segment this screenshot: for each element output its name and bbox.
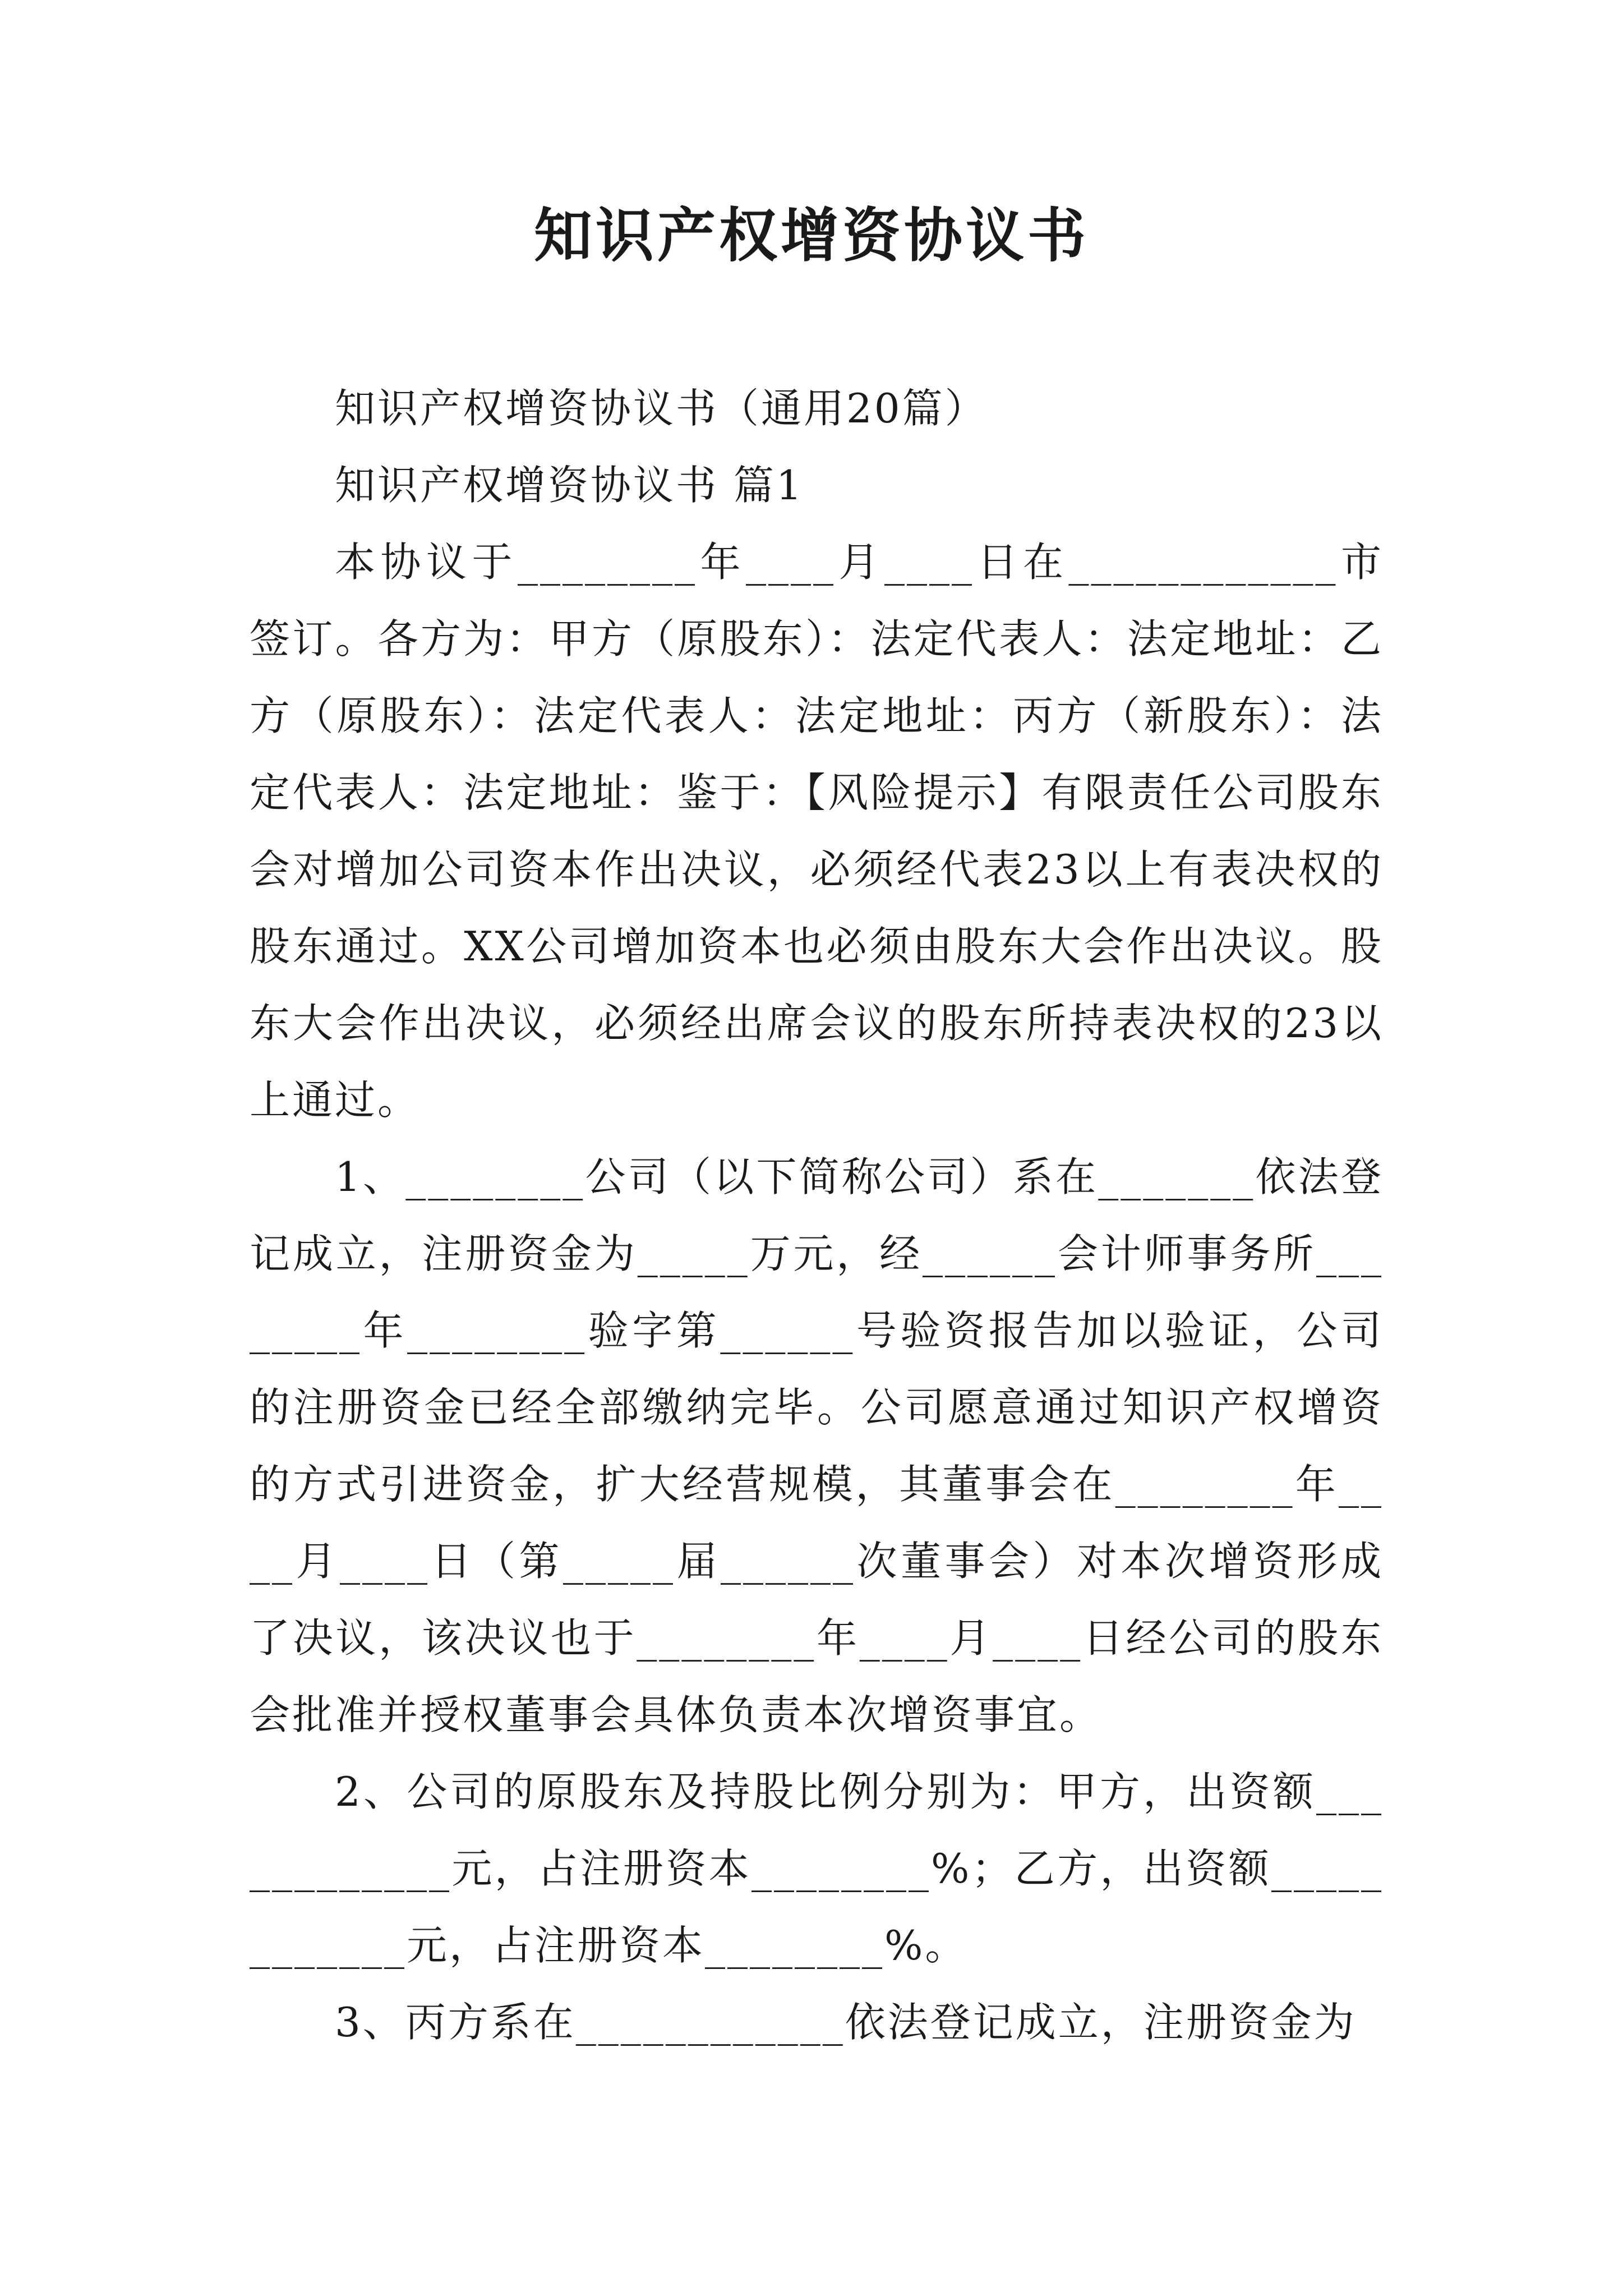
document-body	[250, 370, 1384, 2061]
section-heading: 知识产权增资协议书 篇1	[335, 462, 804, 509]
paragraph-intro: 本协议于________年____月____日在____________市签订。各方为：甲方（原股东）：法定代表人：法定地址：乙方（原股东）：法定代表人：法定地址：丙方（新股东）：法定代表人：法定地址：鉴于：【风险提示】有限责任公司股东会对增加公司资本作出决议，必须经代表23以上有表决权的股东通过。XX公司增加资本也必须由股东大会作出决议。股东大会作出决议，必须经出席会议的股东所持表决权的23以上通过。	[250, 539, 1384, 1124]
document-title: 知识产权增资协议书	[533, 201, 1089, 270]
document-subtitle: 知识产权增资协议书（通用20篇）	[335, 385, 988, 432]
paragraph-clause-2: 2、公司的原股东及持股比例分别为：甲方，出资额____________元，占注册资本________%；乙方，出资额____________元，占注册资本________%。	[250, 1768, 1384, 1969]
paragraph-clause-3: 3、丙方系在____________依法登记成立，注册资金为	[335, 1999, 1357, 2046]
paragraph-clause-1: 1、________公司（以下简称公司）系在_______依法登记成立，注册资金为_____万元，经______会计师事务所________年________验字第______号验资报告加以验证，公司的注册资金已经全部缴纳完毕。公司愿意通过知识产权增资的方式引进资金，扩大经营规模，其董事会在________年____月____日（第_____届______次董事会）对本次增资形成了决议，该决议也于________年____月____日经公司的股东会批准并授权董事会具体负责本次增资事宜。	[250, 1153, 1384, 1738]
